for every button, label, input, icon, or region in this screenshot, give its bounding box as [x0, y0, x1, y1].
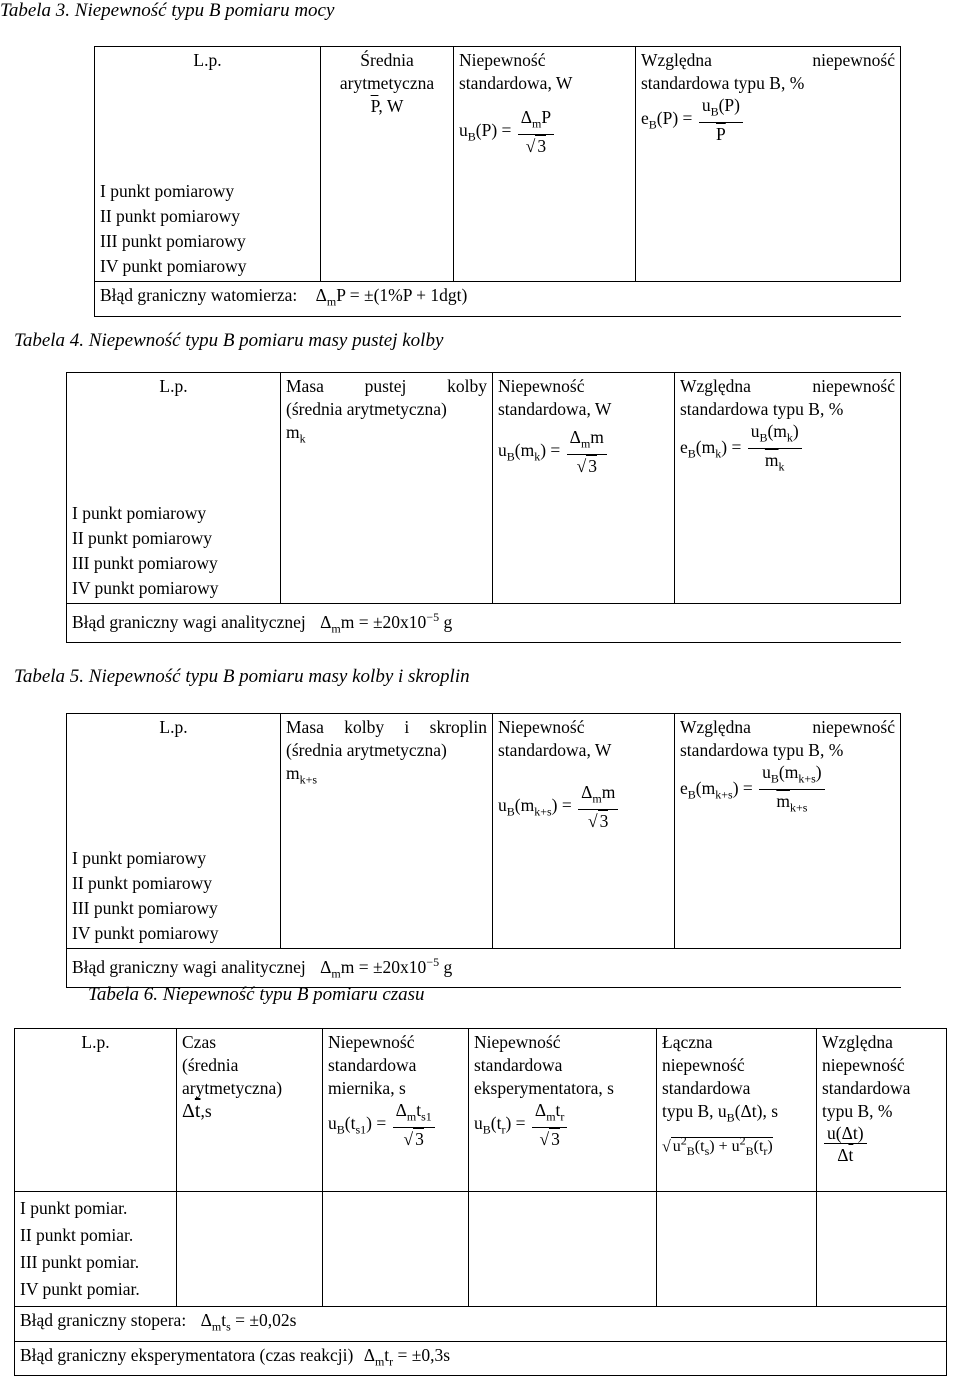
formula-limit-error: $\Delta_mm = \pm 20x10^{-5}$ g	[320, 610, 453, 636]
header-text: Względna	[822, 1032, 893, 1052]
unit-text: , W	[378, 96, 404, 116]
table5-rows	[67, 846, 281, 949]
header-text: standardowa typu B, %	[641, 73, 805, 93]
mean-symbol: $\overline{P}$	[370, 96, 379, 116]
table5-header-lp	[67, 714, 281, 847]
header-text: standardowa	[328, 1055, 417, 1075]
formula-eb-mk: $e_B(m_k)$ = $\frac{u_B(m_k)}{\overline{m}_k}$	[680, 421, 895, 477]
table6-cell	[469, 1192, 657, 1307]
footer-label: Błąd graniczny stopera:	[20, 1310, 187, 1330]
header-text: standardowa	[822, 1078, 911, 1098]
header-text: Masa pustej kolby	[286, 376, 487, 396]
lp-label: L.p.	[159, 376, 188, 396]
row-label: III punkt pomiarowy	[72, 898, 218, 918]
row-label: II punkt pomiarowy	[72, 873, 212, 893]
symbol-mk: $m_k$	[286, 422, 306, 446]
row-label: I punkt pomiar.	[20, 1198, 128, 1218]
header-text: Łączna	[662, 1032, 713, 1052]
header-text: standardowa, W	[498, 740, 612, 760]
symbol-mean-dt: $\Delta\overline{t},s$	[182, 1100, 212, 1122]
table3-footer	[95, 282, 901, 317]
header-text: (średnia arytmetyczna)	[286, 740, 447, 760]
table4-header-lp	[67, 373, 281, 502]
header-text: standardowa typu B, %	[680, 399, 844, 419]
formula-ub-mks: $u_B(m_{k+s})$ = $\frac{\Delta_mm}{√ 3}$	[498, 782, 669, 832]
footer-label: Błąd graniczny wagi analitycznej	[72, 956, 306, 977]
row-label: IV punkt pomiarowy	[72, 923, 219, 943]
formula-limit-error: $\Delta_mP = \pm(1\%P + 1dgt)$	[315, 285, 468, 309]
formula-combined: √ $u^2_B(t_s) + u^2_B(t_r)$	[662, 1133, 773, 1159]
formula-eb-p: $e_B(P)$ = $\frac{u_B(P)}{P}$	[641, 95, 895, 145]
header-text: Niepewność	[498, 376, 585, 396]
table6-header-lp	[15, 1029, 177, 1192]
header-text: Masa kolby i skroplin	[286, 717, 487, 737]
table6-header-experimenter	[469, 1029, 657, 1192]
header-text: Względna niepewność	[641, 50, 895, 70]
header-text: Względna niepewność	[680, 717, 895, 737]
formula-limit-error: $\Delta_mm = \pm 20x10^{-5}$ g	[320, 955, 453, 981]
header-text: arytmetyczna	[339, 73, 435, 93]
header-text: standardowa, W	[498, 399, 612, 419]
formula-ub-tr: $u_B(t_r)$ = $\frac{\Delta_mt_r}{√ 3}$	[474, 1100, 651, 1150]
table5-header-relative	[675, 714, 901, 949]
table4-header-mass	[281, 373, 493, 604]
table6-rows	[15, 1192, 177, 1307]
table4-header-relative	[675, 373, 901, 604]
footer-label: Błąd graniczny wagi analitycznej	[72, 611, 306, 632]
header-text: (Δt), s	[734, 1101, 779, 1121]
header-text: niepewność	[822, 1055, 905, 1075]
table6	[14, 1028, 947, 1376]
table3-header-uncertainty	[454, 47, 636, 282]
table6-caption: Tabela 6. Niepewność typu B pomiaru czasu	[88, 984, 425, 1005]
row-label: IV punkt pomiar.	[20, 1279, 140, 1299]
formula-eb-mks: $e_B(m_{k+s})$ = $\frac{u_B(m_{k+s})}{\overline{m}_{k+s}}$	[680, 762, 895, 818]
header-text: Niepewność	[459, 50, 546, 70]
table4-rows	[67, 501, 281, 604]
header-text: typu B, %	[822, 1101, 893, 1121]
table6-header-meter	[323, 1029, 469, 1192]
header-text: Niepewność	[474, 1032, 561, 1052]
table6-header-combined: Łączna niepewność standardowa typu B, $u_B(\Delta t)$, s √ $u^2_B(t_s) + u^2_B(t_r)$	[657, 1029, 817, 1192]
table6-footer2	[15, 1341, 947, 1376]
row-label: IV punkt pomiarowy	[100, 256, 247, 276]
table5-footer	[67, 949, 901, 988]
header-text: standardowa	[474, 1055, 563, 1075]
row-label: III punkt pomiar.	[20, 1252, 140, 1272]
table3-rows	[95, 179, 321, 282]
table6-cell	[657, 1192, 817, 1307]
formula-ub-ts1: $u_B(t_{s1})$ = $\frac{\Delta_mt_{s1}}{√ 3}$	[328, 1100, 463, 1150]
row-label: II punkt pomiarowy	[100, 206, 240, 226]
formula-relative-dt: $\frac{u(\Delta t)}{\Delta\overline{t}}$	[822, 1123, 941, 1166]
lp-label: L.p.	[81, 1032, 110, 1052]
row-label: II punkt pomiarowy	[72, 528, 212, 548]
table6-header-time	[177, 1029, 323, 1192]
row-label: I punkt pomiarowy	[72, 503, 207, 523]
formula-ub-mk: $u_B(m_k)$ = $\frac{\Delta_mm}{√ 3}$	[498, 427, 669, 477]
row-label: II punkt pomiar.	[20, 1225, 134, 1245]
row-label: IV punkt pomiarowy	[72, 578, 219, 598]
header-text: arytmetyczna)	[182, 1078, 283, 1098]
header-text: (średnia	[182, 1055, 239, 1075]
table6-header-relative	[817, 1029, 947, 1192]
row-label: I punkt pomiarowy	[100, 181, 235, 201]
header-text: Niepewność	[498, 717, 585, 737]
header-text: standardowa, W	[459, 73, 573, 93]
symbol-mks: $m_{k+s}$	[286, 763, 318, 787]
header-text: standardowa typu B, %	[680, 740, 844, 760]
table3	[94, 46, 901, 317]
table4	[66, 372, 901, 643]
formula-reaction-error: $\Delta_mt_r = \pm 0,3s$	[363, 1344, 451, 1368]
table6-footer1	[15, 1307, 947, 1342]
header-text: miernika, s	[328, 1078, 406, 1098]
header-text: standardowa	[662, 1078, 751, 1098]
header-text: Niepewność	[328, 1032, 415, 1052]
table5-header-mass	[281, 714, 493, 949]
footer-label: Błąd graniczny watomierza:	[100, 285, 298, 305]
header-text: Średnia	[360, 50, 414, 70]
header-text: Czas	[182, 1032, 217, 1052]
table6-cell	[817, 1192, 947, 1307]
row-label: III punkt pomiarowy	[100, 231, 246, 251]
table6-cell	[177, 1192, 323, 1307]
lp-label: L.p.	[159, 717, 188, 737]
table5	[66, 713, 901, 988]
table4-footer	[67, 604, 901, 643]
table3-header-lp	[95, 47, 321, 180]
header-text: niepewność	[662, 1055, 745, 1075]
row-label: I punkt pomiarowy	[72, 848, 207, 868]
table3-header-mean	[321, 47, 454, 282]
table3-header-relative	[636, 47, 901, 282]
formula-stopwatch-error: $\Delta_mt_s = \pm 0,02s$	[200, 1310, 297, 1334]
header-text: Względna niepewność	[680, 376, 895, 396]
table6-cell	[323, 1192, 469, 1307]
table4-caption: Tabela 4. Niepewność typu B pomiaru masy pustej kolby	[14, 330, 444, 351]
row-label: III punkt pomiarowy	[72, 553, 218, 573]
table5-caption: Tabela 5. Niepewność typu B pomiaru masy kolby i skroplin	[14, 666, 470, 687]
table4-header-uncertainty	[493, 373, 675, 604]
header-text: eksperymentatora, s	[474, 1078, 614, 1098]
table3-caption: Tabela 3. Niepewność typu B pomiaru mocy	[0, 0, 335, 21]
table5-header-uncertainty	[493, 714, 675, 949]
formula-ub-p: $u_B(P)$ = $\frac{\Delta_mP}{√ 3}$	[459, 107, 630, 157]
footer-label: Błąd graniczny eksperymentatora (czas reakcji)	[20, 1344, 354, 1365]
lp-label: L.p.	[193, 50, 222, 70]
header-text: (średnia arytmetyczna)	[286, 399, 447, 419]
header-text: typu B, u	[662, 1101, 727, 1121]
